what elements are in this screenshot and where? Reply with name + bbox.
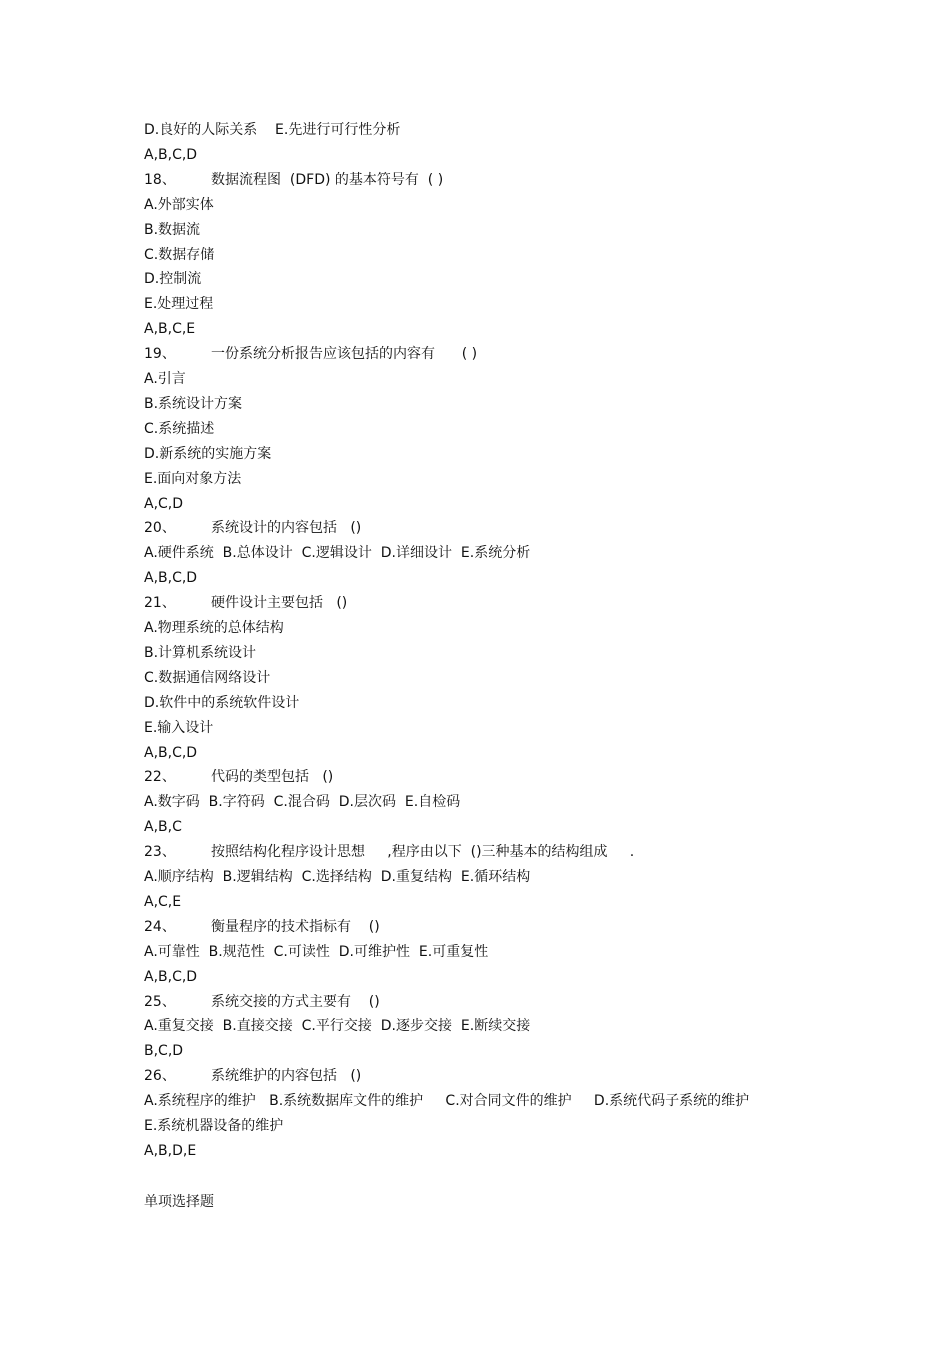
text-line xyxy=(144,669,270,687)
section-heading: 单项选择题 xyxy=(144,1194,214,1210)
question-line xyxy=(144,345,477,363)
text-line xyxy=(144,1017,530,1035)
text-line xyxy=(144,445,271,463)
text-line xyxy=(144,196,214,214)
text-line xyxy=(144,495,183,513)
text-line xyxy=(144,744,197,762)
question-line xyxy=(144,1067,361,1085)
text-line xyxy=(144,395,242,413)
question-number: 26、 xyxy=(144,1068,176,1084)
line-text: A.顺序结构 B.逻辑结构 C.选择结构 D.重复结构 E.循环结构 xyxy=(144,869,531,885)
question-line xyxy=(144,594,347,612)
question-text: 系统交接的方式主要有 () xyxy=(211,994,380,1010)
question-text: 硬件设计主要包括 () xyxy=(211,595,348,611)
line-text: A,B,C,E xyxy=(144,321,196,337)
line-text: A,C,D xyxy=(144,496,184,512)
text-line xyxy=(144,544,530,562)
text-line xyxy=(144,246,214,264)
question-number: 24、 xyxy=(144,919,176,935)
text-line xyxy=(144,793,460,811)
line-text: E.输入设计 xyxy=(144,720,214,736)
text-line xyxy=(144,320,195,338)
question-text: 一份系统分析报告应该包括的内容有 ( ) xyxy=(211,346,478,362)
line-text: A.可靠性 B.规范性 C.可读性 D.可维护性 E.可重复性 xyxy=(144,944,489,960)
question-line xyxy=(144,519,361,537)
text-line xyxy=(144,420,214,438)
text-line xyxy=(144,470,241,488)
line-text: B,C,D xyxy=(144,1043,184,1059)
text-line xyxy=(144,1142,196,1160)
text-line xyxy=(144,868,530,886)
text-line xyxy=(144,943,488,961)
question-text: 数据流程图 (DFD) 的基本符号有 ( ) xyxy=(211,172,444,188)
line-text: C.数据存储 xyxy=(144,247,215,263)
question-line xyxy=(144,768,333,786)
line-text: A,B,C xyxy=(144,819,182,835)
question-line xyxy=(144,171,443,189)
text-line xyxy=(144,893,181,911)
question-text: 衡量程序的技术指标有 () xyxy=(211,919,380,935)
text-line xyxy=(144,619,284,637)
question-text: 按照结构化程序设计思想 ,程序由以下 ()三种基本的结构组成 . xyxy=(211,844,635,860)
line-text: E.处理过程 xyxy=(144,296,214,312)
line-text: E.面向对象方法 xyxy=(144,471,242,487)
question-number: 19、 xyxy=(144,346,176,362)
line-text: A,B,C,D xyxy=(144,745,198,761)
line-text: B.计算机系统设计 xyxy=(144,645,257,661)
line-text: A.引言 xyxy=(144,371,186,387)
line-text: A,B,D,E xyxy=(144,1143,197,1159)
question-number: 20、 xyxy=(144,520,176,536)
line-text: A.物理系统的总体结构 xyxy=(144,620,284,636)
question-line xyxy=(144,843,634,861)
question-text: 系统维护的内容包括 () xyxy=(211,1068,362,1084)
line-text: A,B,C,D xyxy=(144,147,198,163)
line-text: A.硬件系统 B.总体设计 C.逻辑设计 D.详细设计 E.系统分析 xyxy=(144,545,531,561)
question-number: 18、 xyxy=(144,172,176,188)
text-line xyxy=(144,818,182,836)
question-number: 25、 xyxy=(144,994,176,1010)
line-text: E.系统机器设备的维护 xyxy=(144,1118,284,1134)
text-line xyxy=(144,1092,749,1110)
question-number: 21、 xyxy=(144,595,176,611)
line-text: D.软件中的系统软件设计 xyxy=(144,695,300,711)
line-text: A,B,C,D xyxy=(144,570,198,586)
text-line xyxy=(144,221,200,239)
question-line xyxy=(144,993,380,1011)
text-line xyxy=(144,121,400,139)
text-line xyxy=(144,146,197,164)
line-text: B.系统设计方案 xyxy=(144,396,243,412)
question-text: 代码的类型包括 () xyxy=(211,769,334,785)
question-line xyxy=(144,918,380,936)
line-text: C.数据通信网络设计 xyxy=(144,670,271,686)
line-text: A.数字码 B.字符码 C.混合码 D.层次码 E.自检码 xyxy=(144,794,461,810)
text-line xyxy=(144,968,197,986)
line-text: A,B,C,D xyxy=(144,969,198,985)
text-line xyxy=(144,694,299,712)
text-line xyxy=(144,719,213,737)
line-text: D.新系统的实施方案 xyxy=(144,446,272,462)
question-text: 系统设计的内容包括 () xyxy=(211,520,362,536)
line-text: A.重复交接 B.直接交接 C.平行交接 D.逐步交接 E.断续交接 xyxy=(144,1018,531,1034)
question-number: 22、 xyxy=(144,769,176,785)
text-line xyxy=(144,370,186,388)
line-text: B.数据流 xyxy=(144,222,201,238)
line-text: D.良好的人际关系 E.先进行可行性分析 xyxy=(144,122,401,138)
text-line xyxy=(144,295,213,313)
line-text: A.外部实体 xyxy=(144,197,214,213)
text-line xyxy=(144,1042,183,1060)
line-text: D.控制流 xyxy=(144,271,202,287)
text-line xyxy=(144,270,201,288)
text-line xyxy=(144,644,256,662)
question-number: 23、 xyxy=(144,844,176,860)
text-line xyxy=(144,1117,283,1135)
text-line xyxy=(144,569,197,587)
line-text: A,C,E xyxy=(144,894,182,910)
line-text: A.系统程序的维护 B.系统数据库文件的维护 C.对合同文件的维护 D.系统代码子系统的维护 xyxy=(144,1093,750,1109)
line-text: C.系统描述 xyxy=(144,421,215,437)
